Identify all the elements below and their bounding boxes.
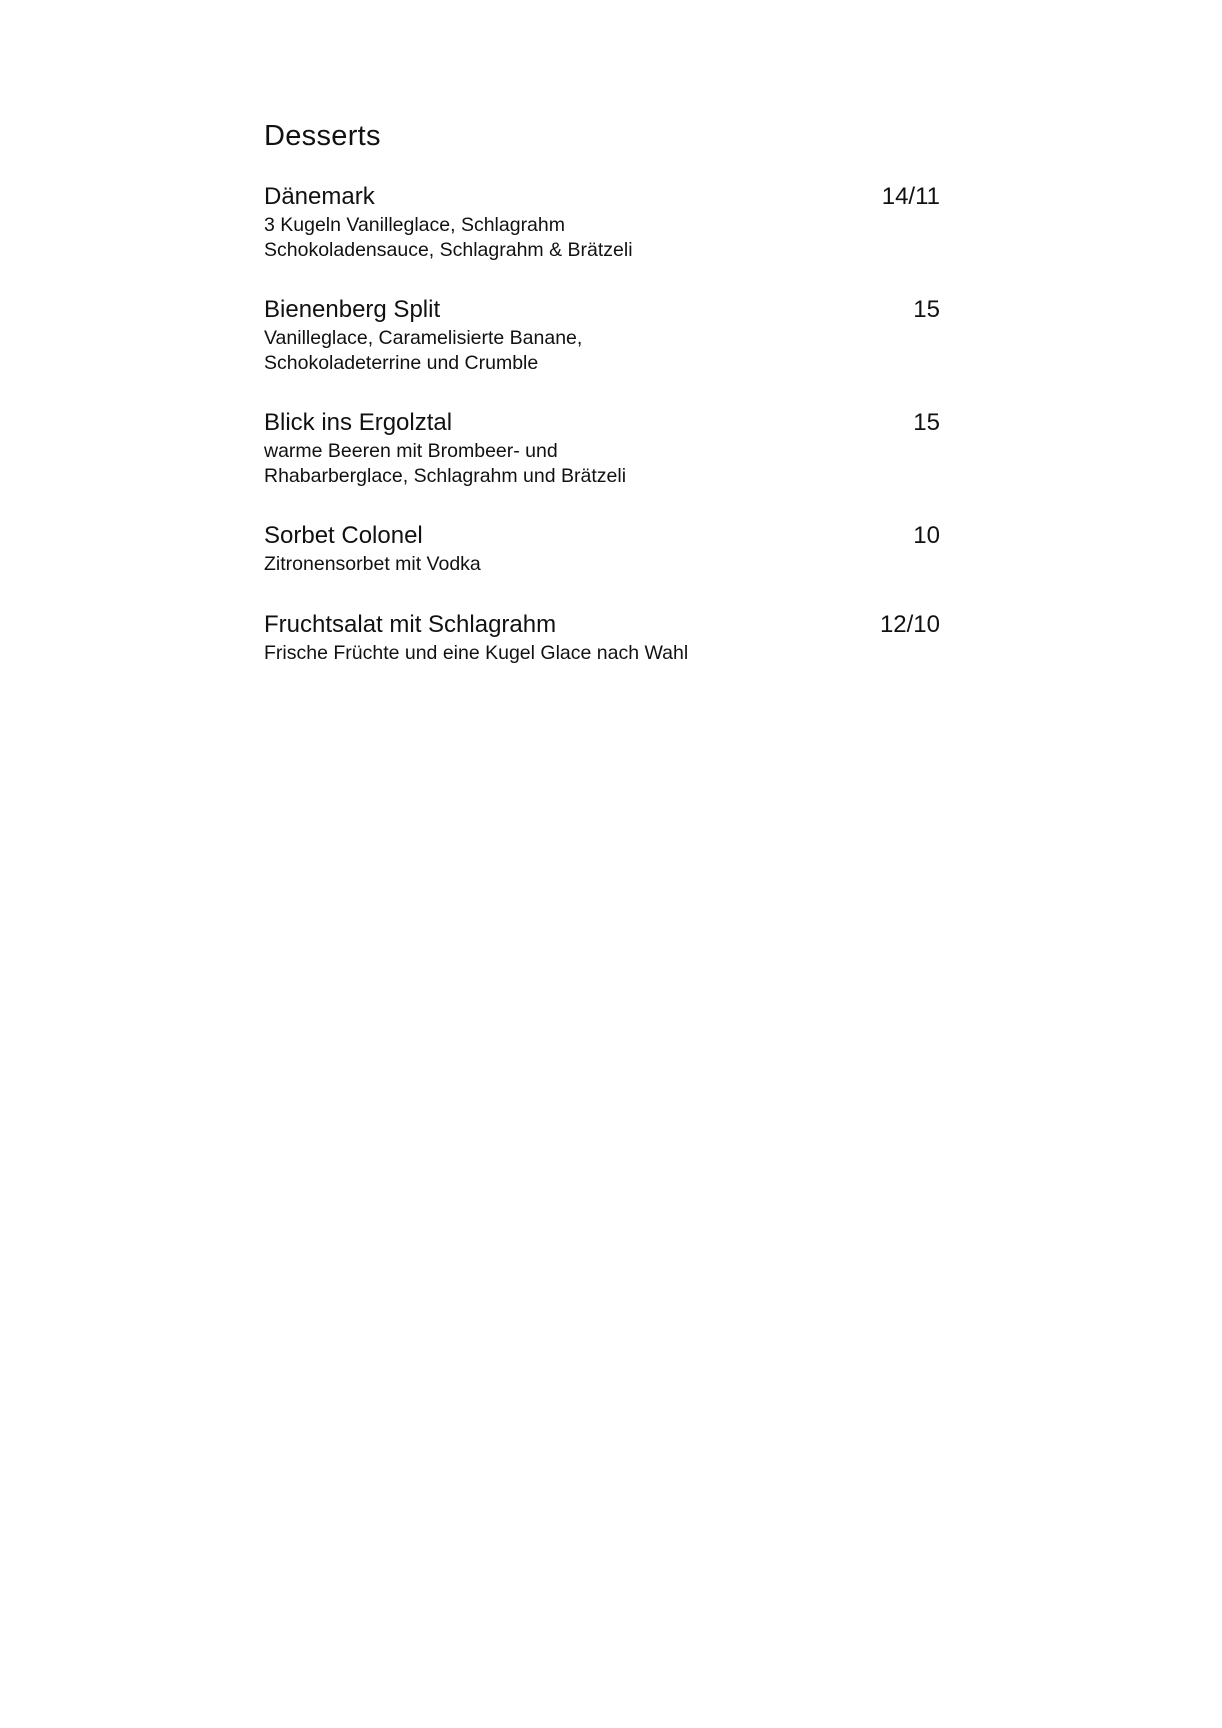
menu-item-price: 12/10 <box>879 610 940 638</box>
menu-item-price: 15 <box>913 409 940 436</box>
menu-item-description: Zitronensorbet mit Vodka <box>264 553 481 575</box>
menu-item-name: Dänemark <box>264 183 375 210</box>
menu-item <box>264 519 940 578</box>
menu-item-row <box>264 180 940 214</box>
menu-item-description: Schokoladeterrine und Crumble <box>264 351 539 374</box>
menu-item <box>264 406 940 489</box>
menu-item-description: 3 Kugeln Vanilleglace, Schlagrahm <box>264 214 565 236</box>
menu-item-price: 10 <box>913 522 940 549</box>
menu-item-description: warme Beeren mit Brombeer- und <box>264 440 558 462</box>
menu-item-name: Fruchtsalat mit Schlagrahm <box>264 610 557 638</box>
menu-item-row <box>264 608 940 642</box>
menu-item-description: Rhabarberglace, Schlagrahm und Brätzeli <box>264 464 627 487</box>
menu-item-price: 14/11 <box>881 183 940 210</box>
menu-item-description: Schokoladensauce, Schlagrahm & Brätzeli <box>264 238 633 261</box>
menu-item-row <box>264 293 940 327</box>
menu-item <box>264 608 940 667</box>
menu-heading: Desserts <box>264 120 381 152</box>
menu-page <box>264 116 940 696</box>
menu-item-name: Blick ins Ergolztal <box>264 409 453 436</box>
menu-item-row <box>264 406 940 440</box>
menu-item-row <box>264 519 940 553</box>
menu-item <box>264 293 940 376</box>
menu-item-name: Sorbet Colonel <box>264 522 423 549</box>
menu-item-price: 15 <box>913 296 940 323</box>
menu-item <box>264 180 940 263</box>
menu-item-name: Bienenberg Split <box>264 296 441 323</box>
menu-item-description: Vanilleglace, Caramelisierte Banane, <box>264 327 583 349</box>
menu-item-description: Frische Früchte und eine Kugel Glace nach Wahl <box>264 641 689 664</box>
